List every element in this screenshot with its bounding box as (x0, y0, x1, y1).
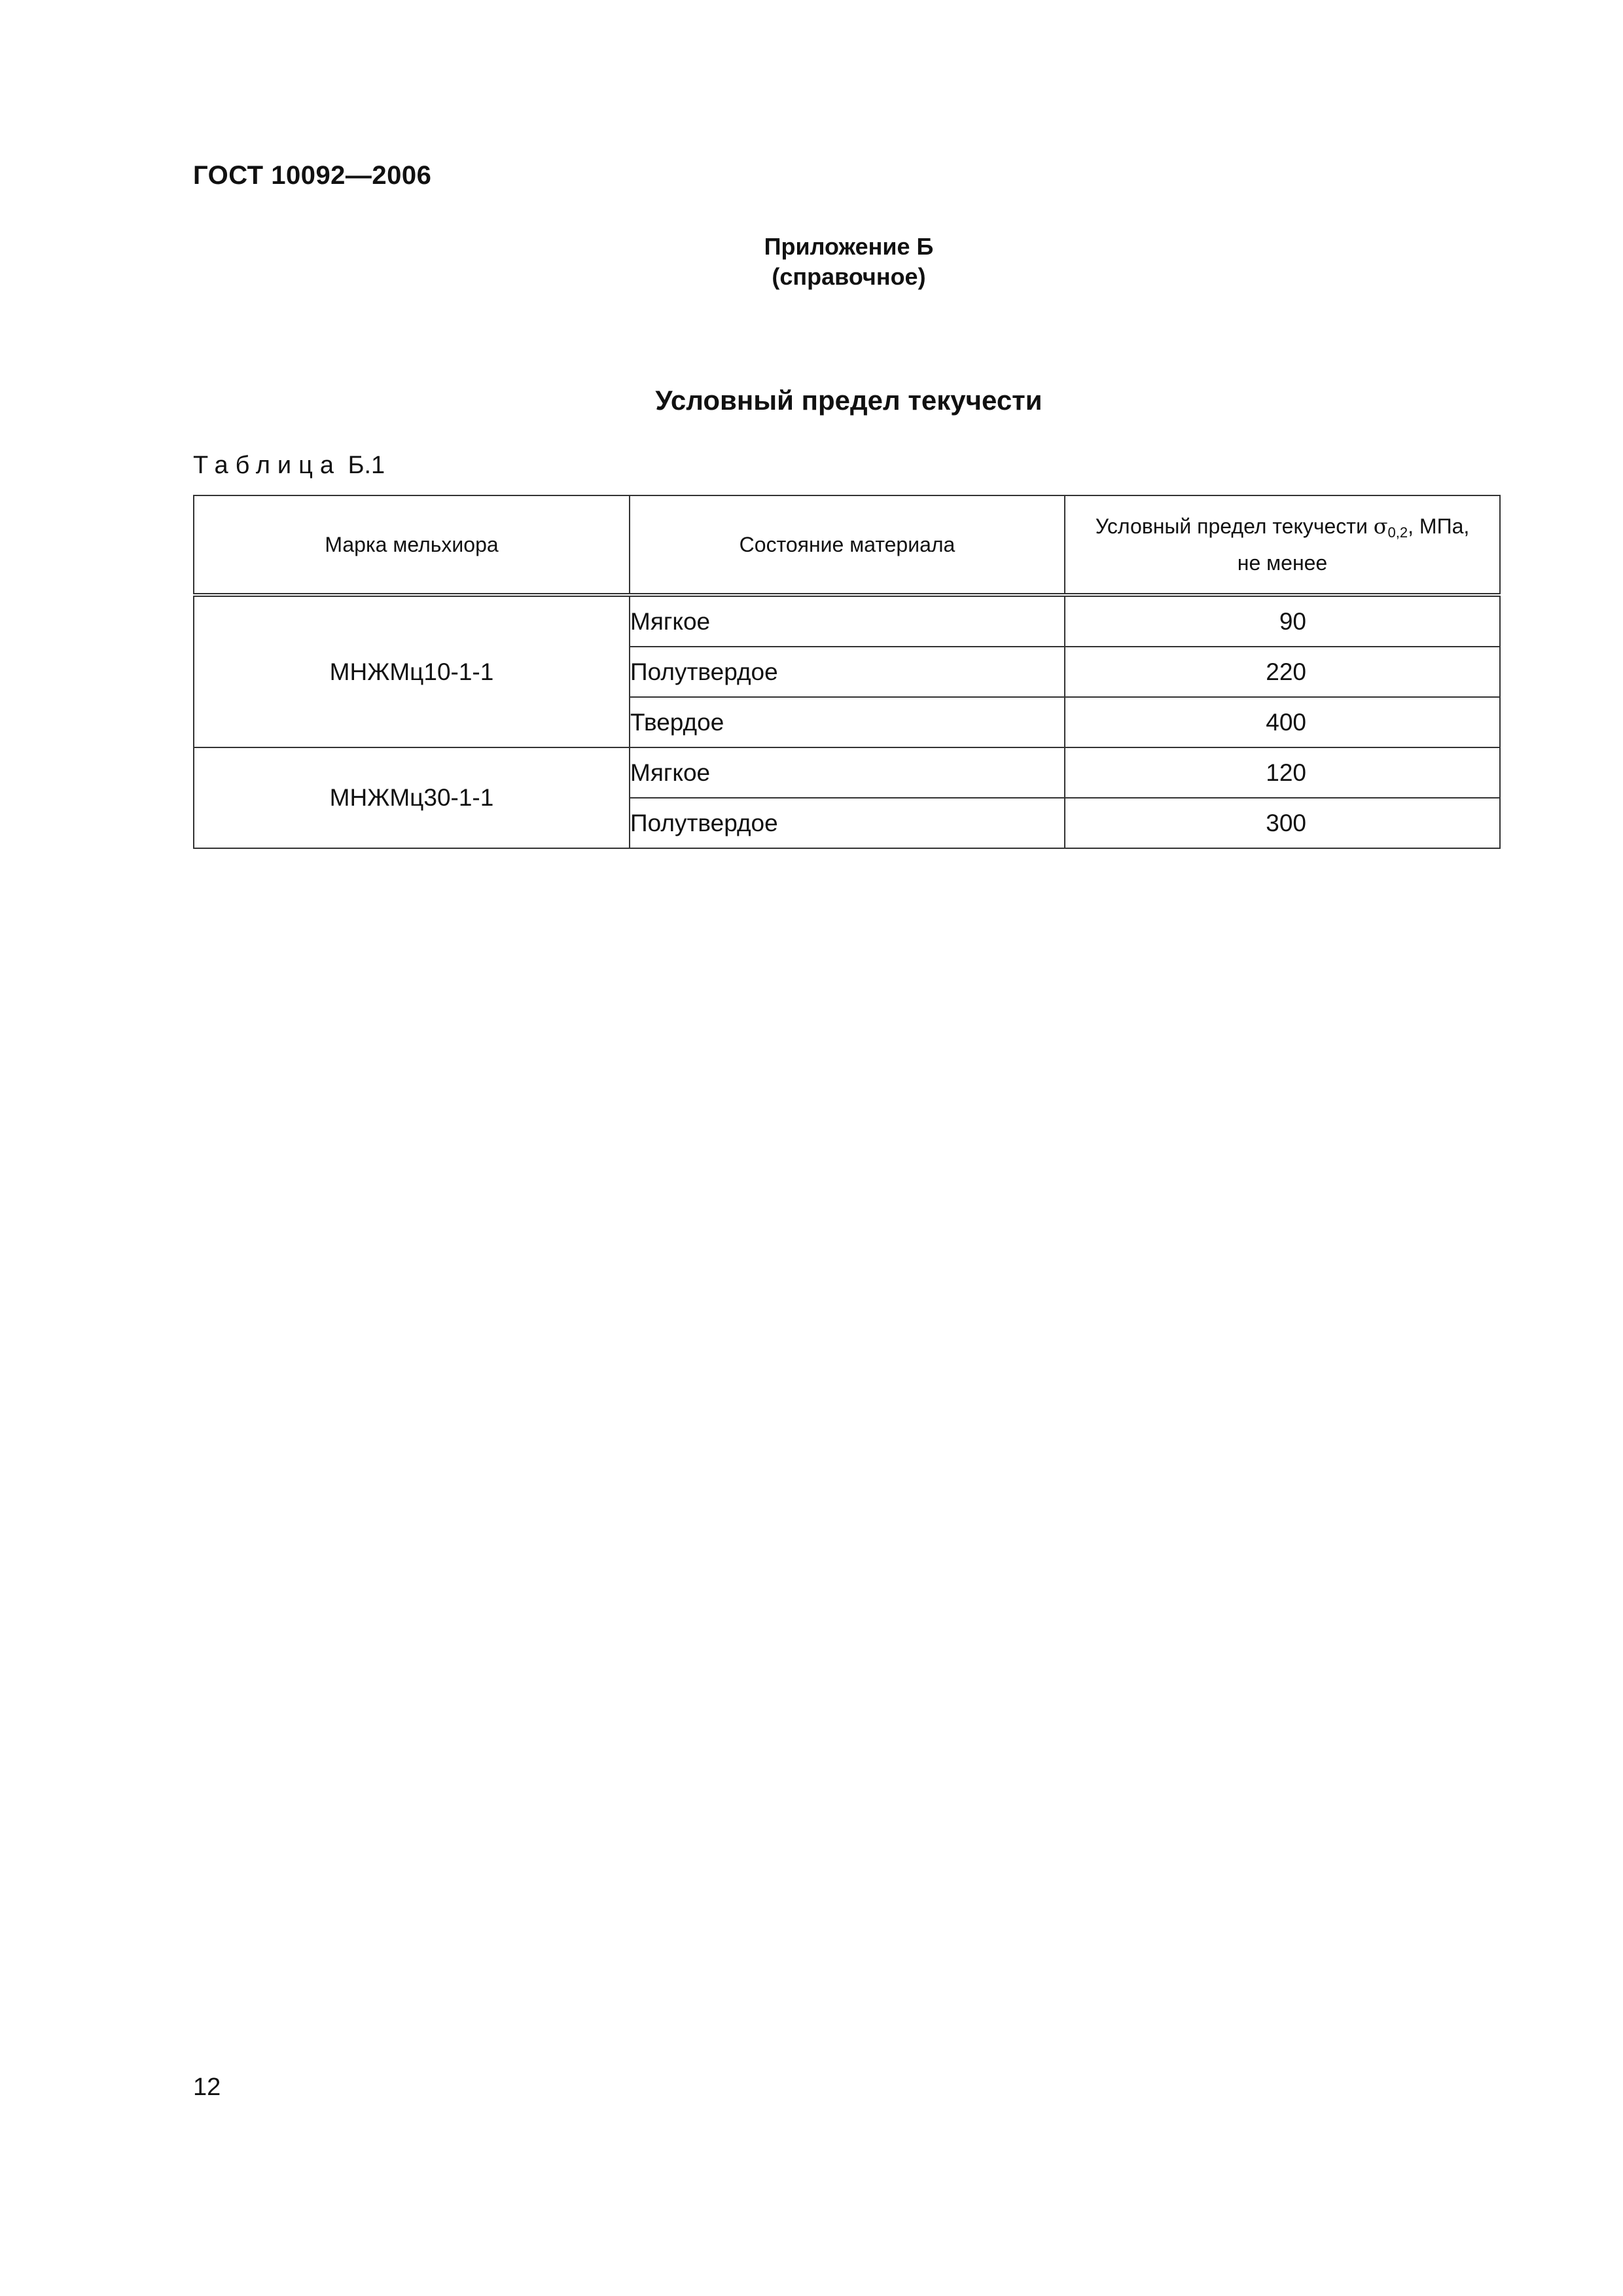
value-text: 220 (1266, 658, 1306, 685)
header-yield-unit: , МПа, (1408, 514, 1470, 538)
header-grade: Марка мельхиора (194, 495, 630, 595)
grade-cell: МНЖМц30-1-1 (194, 747, 630, 848)
header-yield-prefix: Условный предел текучести (1095, 514, 1368, 538)
header-yield-strength (1065, 495, 1500, 595)
state-cell: Полутвердое (630, 647, 1065, 697)
state-cell: Полутвердое (630, 798, 1065, 848)
state-cell: Твердое (630, 697, 1065, 747)
value-text: 90 (1279, 607, 1306, 635)
header-state: Состояние материала (630, 495, 1065, 595)
value-text: 400 (1266, 708, 1306, 736)
value-cell (1065, 798, 1500, 848)
value-text: 120 (1266, 759, 1306, 786)
section-title: Условный предел текучести (655, 385, 1043, 416)
page-number: 12 (193, 2073, 221, 2101)
value-text: 300 (1266, 809, 1306, 836)
value-cell (1065, 595, 1500, 647)
annex-title: Приложение Б (764, 233, 934, 260)
value-cell (1065, 697, 1500, 747)
table-caption-number: Б.1 (348, 452, 385, 479)
table-row (194, 747, 1500, 798)
grade-cell: МНЖМц10-1-1 (194, 595, 630, 747)
table-header-row (194, 495, 1500, 595)
state-cell: Мягкое (630, 747, 1065, 798)
table-caption-word: Таблица (193, 452, 341, 479)
table-caption (193, 452, 385, 480)
yield-strength-table (193, 495, 1501, 849)
value-cell (1065, 747, 1500, 798)
value-cell (1065, 647, 1500, 697)
sigma-subscript: 0,2 (1387, 524, 1408, 541)
state-cell: Мягкое (630, 595, 1065, 647)
sigma-symbol: σ (1373, 514, 1388, 539)
header-yield-note: не менее (1237, 551, 1328, 575)
table-row (194, 595, 1500, 647)
standard-code: ГОСТ 10092—2006 (193, 161, 432, 190)
annex-kind: (справочное) (772, 263, 926, 290)
